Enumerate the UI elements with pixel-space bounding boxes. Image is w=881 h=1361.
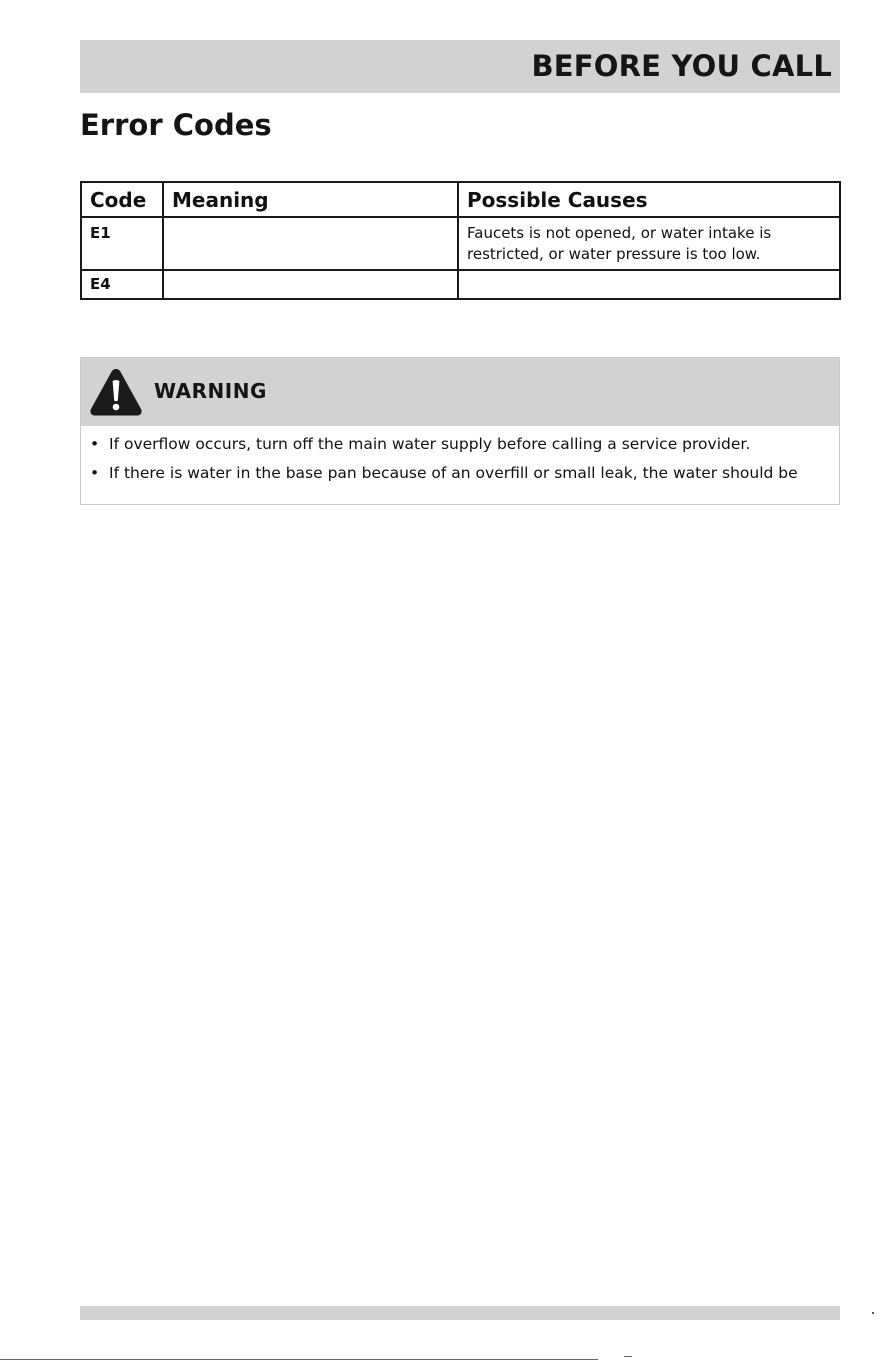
bottom-divider: [0, 1359, 598, 1360]
list-item: [81, 430, 798, 459]
header-band: [80, 40, 840, 93]
page-header-title: BEFORE YOU CALL: [531, 49, 832, 83]
warning-triangle-icon: [89, 367, 143, 417]
warning-item-text: If there is water in the base pan because of an overfill or small leak, the water should be: [109, 464, 798, 482]
table-row: [81, 217, 840, 270]
footer-band: [80, 1306, 840, 1320]
list-item: [81, 459, 798, 488]
edge-mark: [872, 1312, 874, 1314]
bullet: •: [90, 435, 100, 453]
error-codes-table: [80, 181, 841, 300]
section-title: Error Codes: [80, 108, 272, 142]
table-header-row: [81, 182, 840, 217]
error-code-cell: E4: [81, 270, 163, 299]
column-header-code: Code: [81, 182, 163, 217]
column-header-causes: Possible Causes: [458, 182, 840, 217]
possible-causes-cell: Faucets is not opened, or water intake is restricted, or water pressure is too low.: [458, 217, 840, 270]
bottom-tick-mark: [624, 1356, 632, 1357]
warning-list: [81, 430, 798, 488]
table-row: [81, 270, 840, 299]
meaning-cell: [163, 217, 458, 270]
warning-item-text: If overflow occurs, turn off the main water supply before calling a service provider.: [109, 435, 751, 453]
possible-causes-cell: [458, 270, 840, 299]
warning-box: [80, 357, 840, 505]
error-code-cell: E1: [81, 217, 163, 270]
column-header-meaning: Meaning: [163, 182, 458, 217]
bullet: •: [90, 464, 100, 482]
warning-label: WARNING: [154, 379, 267, 403]
meaning-cell: [163, 270, 458, 299]
warning-header: [81, 358, 839, 426]
